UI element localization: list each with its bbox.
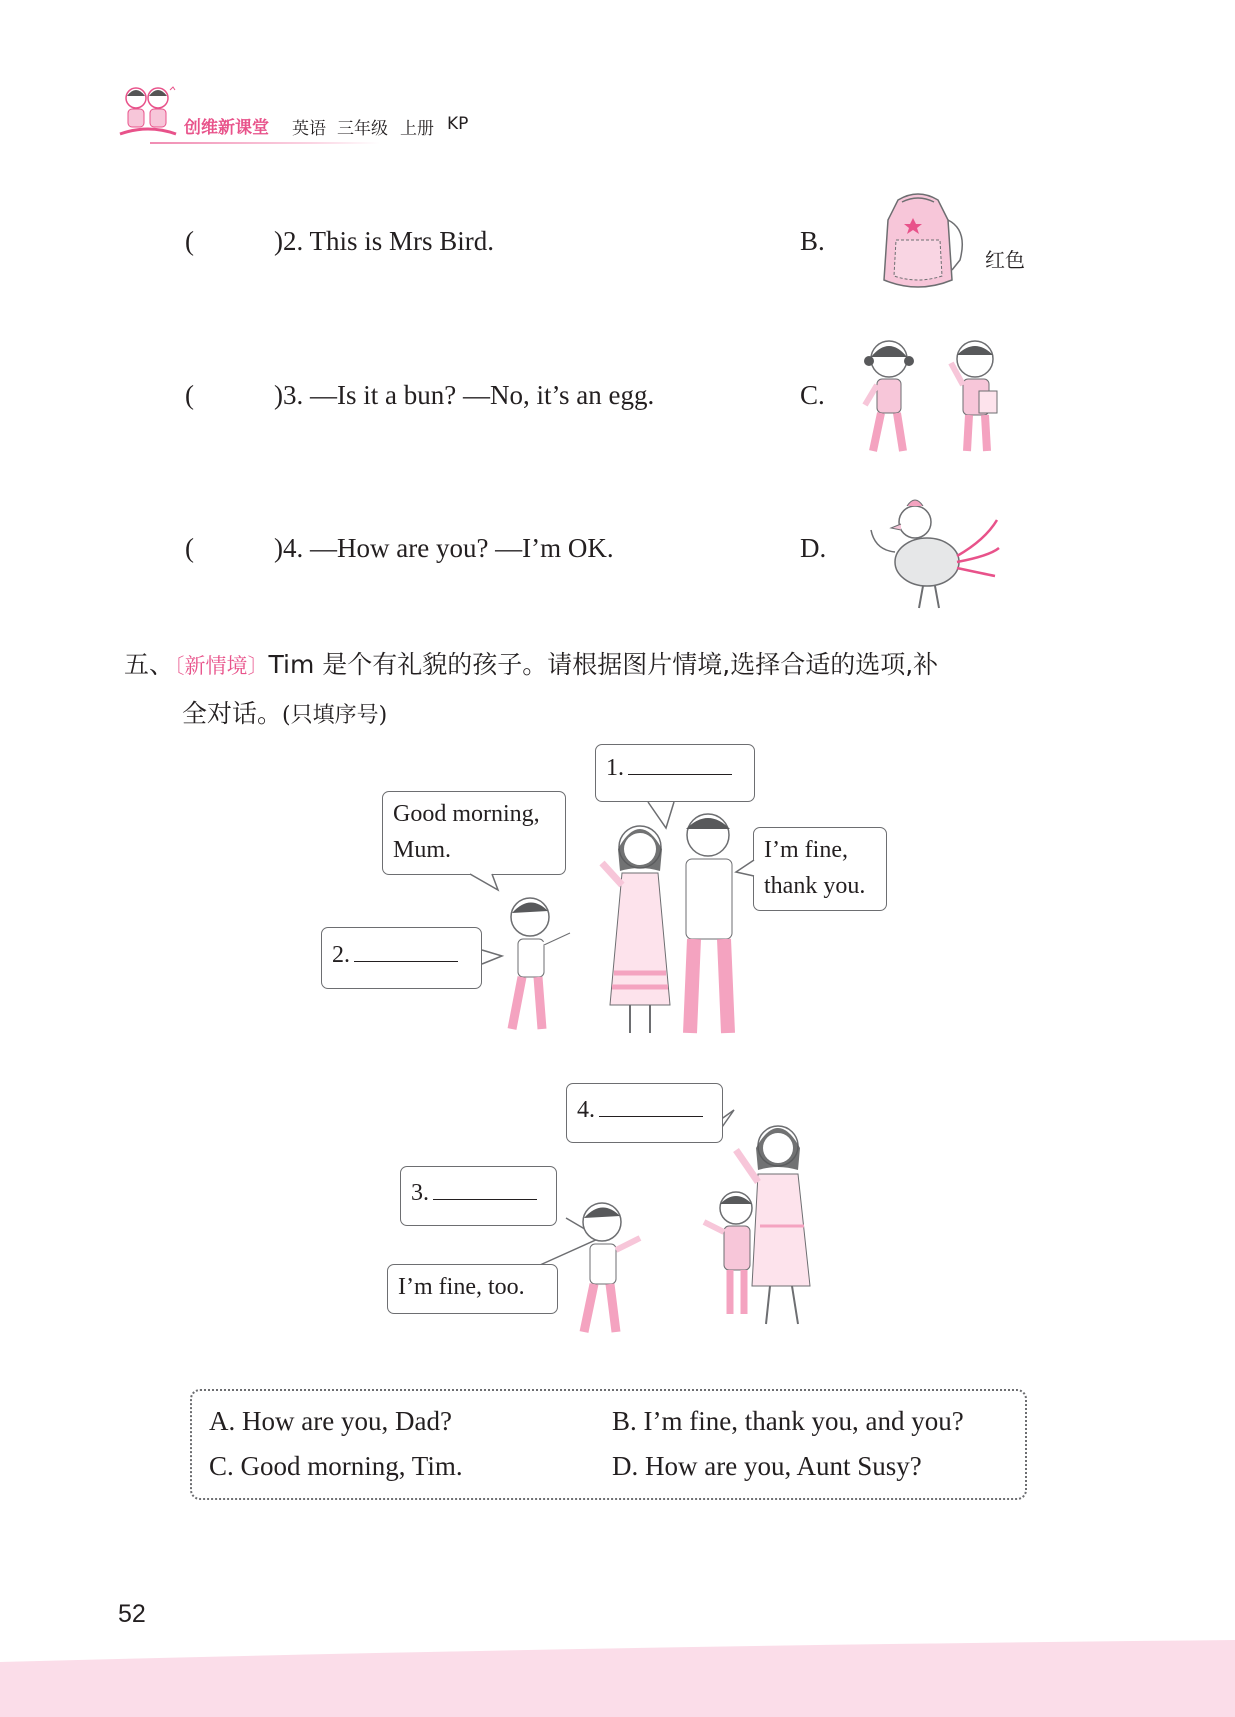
speech-bubble-3 (400, 1166, 557, 1226)
option-text: Good morning, Tim. (240, 1451, 463, 1481)
speech-bubble-4 (566, 1083, 723, 1143)
bubble-text-line1: Good morning, (393, 801, 540, 827)
footer-band (0, 1640, 1235, 1717)
new-context-tag: 〔新情境〕 (174, 654, 269, 678)
header-edition: KP (447, 114, 469, 134)
question-text: )4. —How are you? —I’m OK. (274, 533, 614, 563)
answer-blank-3[interactable] (433, 1177, 537, 1200)
scene2-illustration (560, 1110, 830, 1340)
option-letter: B. (612, 1406, 637, 1436)
answer-blank-4[interactable] (599, 1094, 703, 1117)
instruction-line2: 全对话。 (182, 699, 283, 728)
instruction-note: (只填序号) (282, 703, 388, 728)
option-label-b: B. (800, 226, 825, 256)
header-volume: 上册 (400, 119, 434, 139)
header-subject: 英语 (292, 119, 326, 139)
answer-option-a (209, 1406, 452, 1437)
answer-option-c (209, 1451, 463, 1482)
blank-label-3: 3. (411, 1180, 429, 1206)
answer-paren[interactable]: ( (185, 380, 194, 410)
backpack-color-note: 红色 (985, 248, 1025, 272)
answer-paren[interactable]: ( (185, 226, 194, 256)
page-number: 52 (118, 1600, 146, 1628)
answer-option-b (612, 1406, 964, 1437)
blank-label-2: 2. (332, 942, 350, 968)
bubble-text-line2: Mum. (393, 837, 452, 863)
option-text: How are you, Dad? (242, 1406, 452, 1436)
question-text: )2. This is Mrs Bird. (274, 226, 495, 256)
bubble-text-line2: thank you. (764, 873, 866, 899)
option-letter: A. (209, 1406, 236, 1436)
bubble-text: I’m fine, too. (398, 1274, 525, 1300)
blank-label-1: 1. (606, 755, 624, 781)
section-number: 五、 (124, 650, 175, 679)
answer-paren[interactable]: ( (185, 533, 194, 563)
question-text: )3. —Is it a bun? —No, it’s an egg. (274, 380, 655, 410)
header-grade: 三年级 (337, 119, 388, 139)
option-letter: C. (209, 1451, 234, 1481)
option-label-c: C. (800, 380, 825, 410)
blank-label-4: 4. (577, 1097, 595, 1123)
instruction-line1: Tim 是个有礼貌的孩子。请根据图片情境,选择合适的选项,补 (268, 650, 939, 679)
option-label-d: D. (800, 533, 827, 563)
option-letter: D. (612, 1451, 639, 1481)
bubble-text-line1: I’m fine, (764, 837, 848, 863)
answer-option-d (612, 1451, 922, 1482)
option-text: I’m fine, thank you, and you? (643, 1406, 964, 1436)
brand-name: 创维新课堂 (184, 118, 269, 138)
option-text: How are you, Aunt Susy? (645, 1451, 922, 1481)
speech-bubble-fine-too (387, 1264, 558, 1314)
